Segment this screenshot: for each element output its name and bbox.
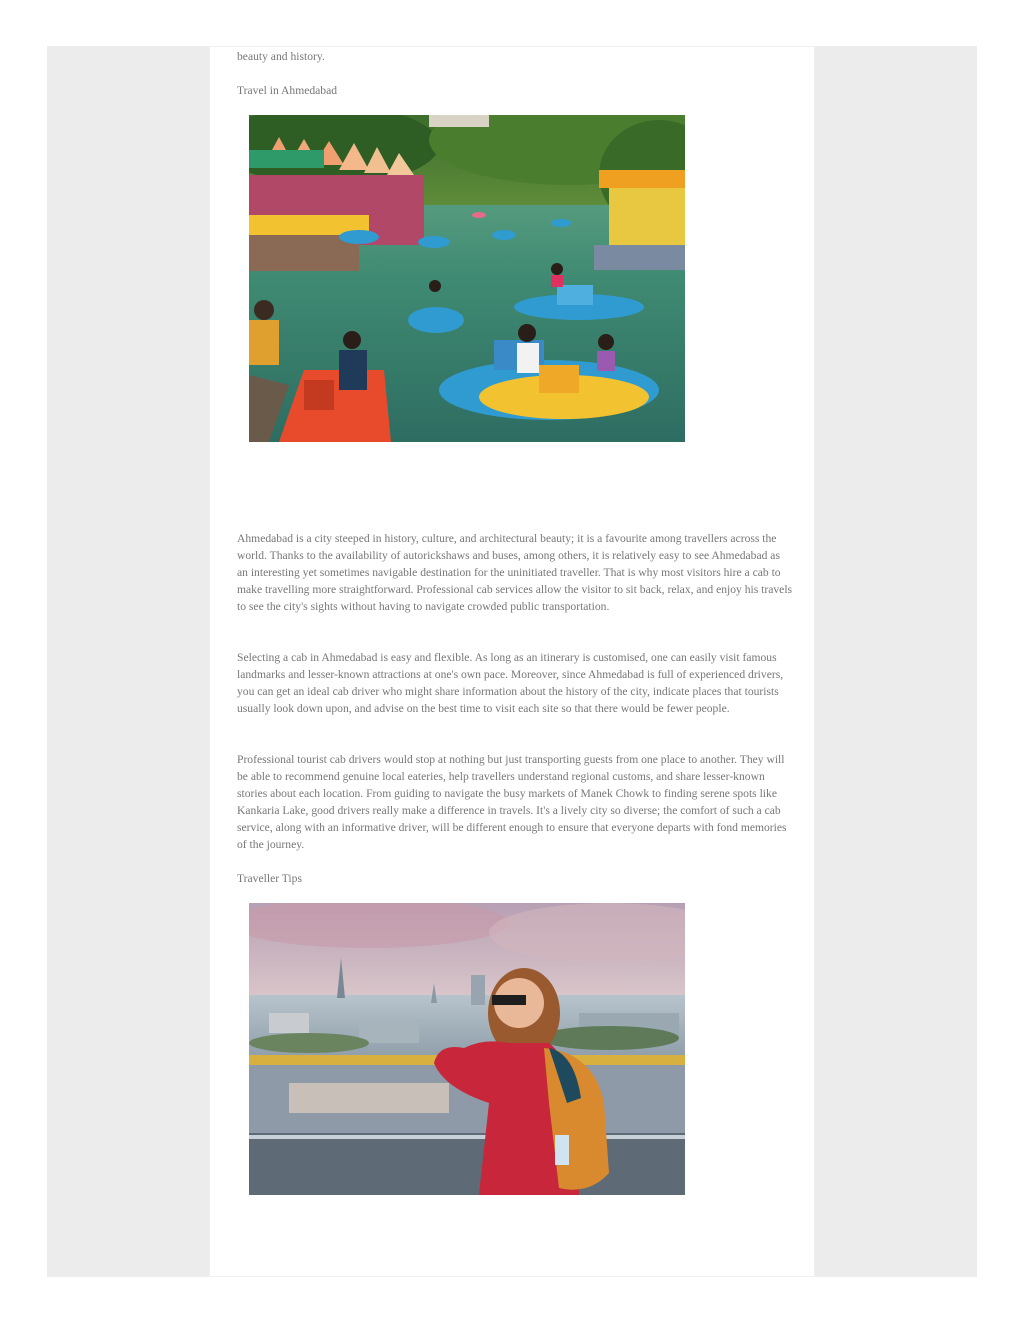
- lake-boats-picture: [249, 115, 685, 442]
- paragraph-1: Ahmedabad is a city steeped in history, culture, and architectural beauty; it is a favourite among travellers across the world. Thanks to the availability of autorickshaws and buses, among others, it is relatively easy to see Ahmedabad as an interesting yet sometimes navigable destination for the uninitiated traveller. That is why most visitors hire a cab to make travelling more straightforward. Professional cab services allow the visitor to sit back, relax, and enjoy his travels to see the city's sights without having to navigate crowded public transportation.: [237, 532, 793, 613]
- travel-image: [249, 115, 685, 442]
- heading-traveller-tips: Traveller Tips: [237, 872, 302, 885]
- paragraph-3: Professional tourist cab drivers would stop at nothing but just transporting guests from one place to another. They will be able to recommend genuine local eateries, help travellers understand regional customs, and share lesser-known stories about each location. From guiding to navigate the busy markets of Manek Chowk to finding serene spots like Kankaria Lake, good drivers really make a difference in travels. It's a lively city so diverse; the comfort of such a cab service, along with an informative driver, will be different enough to ensure that everyone departs with fond memories of the journey.: [237, 753, 787, 851]
- article-column: [209, 46, 815, 1277]
- page-background: [47, 46, 977, 1277]
- traveller-viewpoint-picture: [249, 903, 685, 1195]
- heading-travel-in-ahmedabad: Travel in Ahmedabad: [237, 84, 338, 97]
- tips-image: [249, 903, 685, 1195]
- paragraph-2: Selecting a cab in Ahmedabad is easy and flexible. As long as an itinerary is customised, one can easily visit famous landmarks and lesser-known attractions at one's own pace. Moreover, since Ahmedabad is full of experienced drivers, you can get an ideal cab driver who might share information about the history of the city, indicate places that tourists usually look down upon, and advise on the best time to visit each site so that there would be fewer people.: [237, 651, 784, 715]
- intro-tail-text: beauty and history.: [237, 50, 325, 63]
